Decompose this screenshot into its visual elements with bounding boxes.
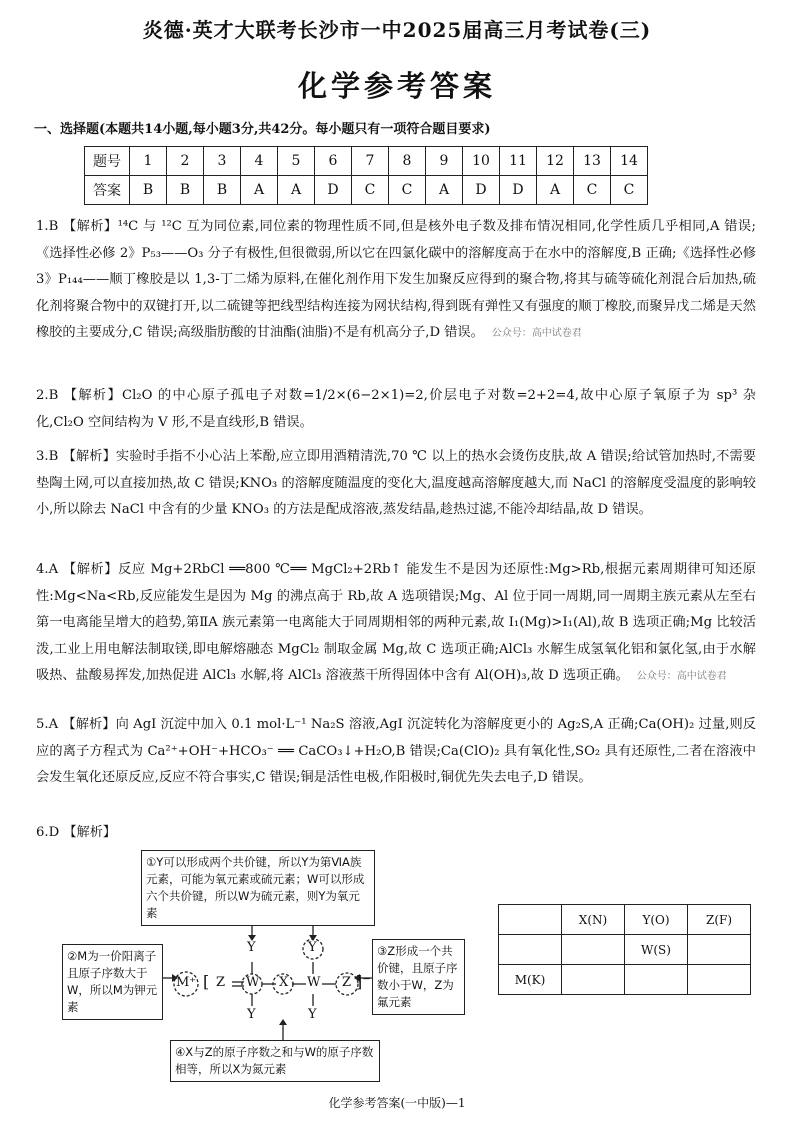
page-footer: 化学参考答案(一中版)—1 <box>328 1096 466 1110</box>
element-cell: W(S) <box>625 935 688 965</box>
atom-y-top-1: Y <box>247 940 256 955</box>
element-cell <box>625 965 688 995</box>
question-number-cell: 13 <box>574 147 611 176</box>
question-number-cell: 14 <box>611 147 648 176</box>
row-label-number: 题号 <box>85 147 130 176</box>
question-number-cell: 7 <box>352 147 389 176</box>
element-cell: Y(O) <box>625 905 688 935</box>
answer-cell: A <box>537 176 574 205</box>
answer-cell: B <box>130 176 167 205</box>
question-number-cell: 3 <box>204 147 241 176</box>
explanation-6: 6.D 【解析】 <box>36 825 117 840</box>
question-number-cell: 9 <box>426 147 463 176</box>
question-number-cell: 5 <box>278 147 315 176</box>
atom-y-bottom-2: Y <box>308 1007 317 1022</box>
element-cell <box>499 935 562 965</box>
question-number-cell: 8 <box>389 147 426 176</box>
explanation-4-text: 4.A 【解析】反应 Mg+2RbCl ══800 ℃══ MgCl₂+2Rb↑ 能发生不是因为还原性:Mg>Rb,根据元素周期律可知还原性:Mg<Na<Rb,反应能发生是因为 Mg 的沸点高于 Rb,故 A 选项错误;Mg、Al 位于同一周期,同一周期主族元素从左至右第一电离能呈增大的趋势,第ⅡA 族元素第一电离能大于同周期相邻的两种元素,故 I₁(Mg)>I₁(Al),故 B 选项正确;Mg 比较活泼,工业上用电解法制取镁,即电解熔融态 MgCl₂ 制取金属 Mg,故 C 选项正确;AlCl₃ 水解生成氢氧化铝和氯化氢,由于水解吸热、盐酸易挥发,加热促进 AlCl₃ 水解,将 AlCl₃ 溶液蒸干所得固体中含有 Al(OH)₃,故 D 选项正确。 <box>36 562 756 683</box>
answer-cell: C <box>611 176 648 205</box>
answer-cell: C <box>389 176 426 205</box>
watermark: 公众号：高中试卷君 <box>491 328 582 339</box>
explanation-3: 3.B 【解析】实验时手指不小心沾上苯酚,应立即用酒精清洗,70 ℃ 以上的热水会烫伤皮肤,故 A 错误;给试管加热时,不需要垫陶土网,可以直接加热,故 C 错误;KNO₃ 的溶解度随温度的变化大,温度越高溶解度越大,而 NaCl 的溶解度受温度的影响较小,所以除去 NaCl 中含有的少量 KNO₃ 的方法是配成溶液,蒸发结晶,趁热过滤,不能冷却结晶,故 D 错误。 <box>36 449 756 517</box>
element-cell: Z(F) <box>688 905 751 935</box>
explanation-5: 5.A 【解析】向 AgI 沉淀中加入 0.1 mol·L⁻¹ Na₂S 溶液,AgI 沉淀转化为溶解度更小的 Ag₂S,A 正确;Ca(OH)₂ 过量,则反应的离子方程式为 Ca²⁺+OH⁻+HCO₃⁻ ══ CaCO₃↓+H₂O,B 错误;Ca(ClO)₂ 具有氧化性,SO₂ 具有还原性,二者在溶液中会发生氧化还原反应,反应不符合事实,C 错误;铜是活性电极,作阳极时,铜优先失去电子,D 错误。 <box>36 717 756 785</box>
element-cell: X(N) <box>562 905 625 935</box>
atom-y-bottom-1: Y <box>247 1007 256 1022</box>
atom-w1: W <box>246 975 260 990</box>
answer-cell: A <box>426 176 463 205</box>
question-number-cell: 1 <box>130 147 167 176</box>
element-cell <box>688 935 751 965</box>
element-cell <box>499 905 562 935</box>
question-number-cell: 11 <box>500 147 537 176</box>
element-table <box>498 904 751 995</box>
answer-cell: C <box>352 176 389 205</box>
element-cell: M(K) <box>499 965 562 995</box>
question-number-cell: 12 <box>537 147 574 176</box>
question-number-cell: 2 <box>167 147 204 176</box>
answer-cell: D <box>463 176 500 205</box>
question-number-cell: 6 <box>315 147 352 176</box>
element-row <box>499 935 751 965</box>
exam-title: 炎德·英才大联考长沙市一中2025届高三月考试卷(三) <box>142 18 652 42</box>
atom-x: X <box>279 975 289 990</box>
atom-z1: Z <box>216 975 226 990</box>
atom-y-top-2: Y <box>308 940 317 955</box>
row-label-answer: 答案 <box>85 176 130 205</box>
answer-cell: C <box>574 176 611 205</box>
atom-w2: W <box>307 975 321 990</box>
question-number-cell: 4 <box>241 147 278 176</box>
atom-m: M⁺ <box>176 975 197 990</box>
answer-cell: A <box>278 176 315 205</box>
explanation-1-text: 1.B 【解析】¹⁴C 与 ¹²C 互为同位素,同位素的物理性质不同,但是核外电子数及排布情况相同,化学性质几乎相同,A 错误;《选择性必修 2》P₅₃——O₃ 分子有极性,但很微弱,所以它在四氯化碳中的溶解度高于在水中的溶解度,B 正确;《选择性必修 3》P₁₄₄——顺丁橡胶是以 1,3-丁二烯为原料,在催化剂作用下发生加聚反应得到的聚合物,将其与硫等硫化剂混合后加热,硫化剂将聚合物中的双键打开,以二硫键等把线型结构连接为网状结构,得到既有弹性又有强度的顺丁橡胶,而聚异戊二烯是天然橡胶的主要成分,C 错误;高级脂肪酸的甘油酯(油脂)不是有机高分子,D 错误。 <box>36 219 756 340</box>
answer-cell: B <box>204 176 241 205</box>
section-heading: 一、选择题(本题共14小题,每小题3分,共42分。每小题只有一项符合题目要求) <box>34 122 491 137</box>
element-row <box>499 905 751 935</box>
answer-cell: B <box>167 176 204 205</box>
answer-cell: D <box>315 176 352 205</box>
doc-title: 化学参考答案 <box>297 69 496 103</box>
note-box-2: ②M为一价阳离子且原子序数大于W，所以M为钾元素 <box>62 944 163 1020</box>
answer-cell: D <box>500 176 537 205</box>
note-box-1: ①Y可以形成两个共价键，所以Y为第ⅥA族元素，可能为氧元素或硫元素；W可以形成六个共价键，所以W为硫元素，则Y为氧元素 <box>141 850 375 926</box>
element-cell <box>562 965 625 995</box>
element-cell <box>562 935 625 965</box>
bracket-open: [ <box>203 972 210 991</box>
note-box-3: ③Z形成一个共价键，且原子序数小于W，Z为氟元素 <box>372 939 465 1015</box>
answer-cell: A <box>241 176 278 205</box>
note-box-4: ④X与Z的原子序数之和与W的原子序数相等，所以X为氮元素 <box>170 1040 380 1082</box>
bracket-close: ]⁻ <box>356 972 371 991</box>
atom-z2: Z <box>342 975 352 990</box>
element-row <box>499 965 751 995</box>
element-cell <box>688 965 751 995</box>
watermark: 公众号：高中试卷君 <box>636 671 727 682</box>
explanation-2: 2.B 【解析】Cl₂O 的中心原子孤电子对数=1/2×(6−2×1)=2,价层电子对数=2+2=4,故中心原子氧原子为 sp³ 杂化,Cl₂O 空间结构为 V 形,不是直线形,B 错误。 <box>36 388 756 430</box>
question-number-cell: 10 <box>463 147 500 176</box>
